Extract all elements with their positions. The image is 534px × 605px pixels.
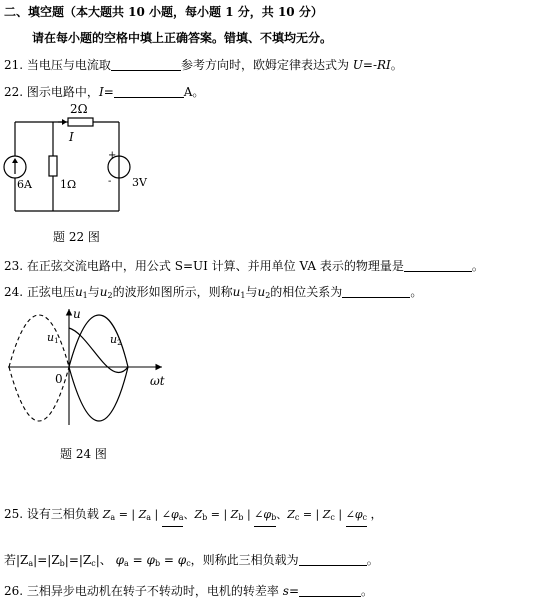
- question-text: ，则称此三相负载为: [190, 553, 299, 567]
- subscript: 2: [107, 291, 113, 300]
- current-arrow-icon: [62, 119, 67, 125]
- question-text: ，: [370, 507, 383, 521]
- phi-symbol: φ: [115, 553, 125, 567]
- question-text: 图示电路中，: [26, 85, 99, 99]
- question-text: |=|Z: [33, 553, 60, 567]
- question-text: 三相异步电动机在转子不转动时，电机的转差率: [26, 584, 279, 598]
- question-number: 23.: [4, 259, 24, 273]
- question-text: 的相位关系为: [270, 285, 343, 299]
- question-number: 25.: [4, 507, 24, 521]
- section-instruction: 请在每小题的空格中填上正确答案。错填、不填均无分。: [32, 31, 333, 45]
- equals: =: [288, 584, 299, 598]
- variable-u1: u: [74, 285, 83, 299]
- question-23: [4, 258, 484, 274]
- label-2ohm: 2Ω: [70, 102, 88, 116]
- subscript: 2: [265, 291, 271, 300]
- resistor-2ohm: [68, 118, 93, 126]
- resistor-1ohm: [49, 156, 57, 176]
- question-text: 当电压与电流取: [26, 58, 111, 72]
- question-21: [4, 57, 403, 73]
- question-text: 参考方向时，欧姆定律表达式为: [180, 58, 349, 72]
- question-text: 。: [366, 553, 379, 567]
- answer-blank[interactable]: [342, 285, 410, 298]
- variable-u2: u: [257, 285, 266, 299]
- variable: I: [98, 85, 104, 99]
- label-u1: u1: [47, 331, 59, 345]
- question-text: |=|Z: [64, 553, 92, 567]
- answer-blank[interactable]: [404, 259, 472, 272]
- question-number: 26.: [4, 584, 24, 598]
- question-text: 在正弦交流电路中，用公式 S=UI 计算、并用单位 VA 表示的物理量是: [26, 259, 404, 273]
- curve-u1-dashed: [9, 315, 69, 367]
- waveform-figure-24: [0, 298, 200, 428]
- formula: U=-RI: [352, 58, 391, 72]
- label-minus: -: [108, 176, 112, 187]
- question-text: 。: [390, 58, 403, 72]
- label-u2: u2: [110, 333, 122, 347]
- label-current: I: [69, 130, 74, 144]
- impedance-formula: $Z_a$ = | $Z_a$ | $\angle\varphi_a$、$Z_b$ = | $Z_b$ | $\angle\varphi_b$、$Z_c$ = | $Z_c$ | $\angle\varphi_c$: [103, 508, 371, 521]
- figure-24-caption: 题 24 图: [60, 447, 107, 461]
- variable-u1: u: [232, 285, 241, 299]
- label-6a: 6A: [17, 178, 32, 191]
- question-number: 21.: [4, 58, 24, 72]
- question-text: 正弦电压: [26, 285, 75, 299]
- answer-blank[interactable]: [299, 584, 361, 597]
- question-25-continued: 若$|Z_a|=|Z_b|=|Z_c|$、 $\varphi_a = \varphi_b = \varphi_c$，则称此三相负载为 。: [4, 553, 379, 568]
- question-25: [4, 506, 383, 527]
- question-text: 。: [471, 259, 484, 273]
- unit-text: A。: [183, 85, 205, 99]
- question-text: 与: [87, 285, 100, 299]
- question-number: 24.: [4, 285, 24, 299]
- curve-u1-lower: [69, 367, 128, 421]
- equals: =: [132, 553, 143, 567]
- question-text: 与: [245, 285, 258, 299]
- label-x-axis: ωt: [150, 374, 165, 388]
- question-26: [4, 583, 373, 599]
- answer-blank[interactable]: [299, 553, 367, 566]
- answer-blank[interactable]: [114, 85, 184, 98]
- label-3v: 3V: [132, 176, 147, 189]
- answer-blank[interactable]: [111, 58, 181, 71]
- section-heading: 二、填空题（本大题共 10 小题，每小题 1 分，共 10 分）: [4, 5, 323, 19]
- label-y-axis: u: [73, 307, 81, 321]
- question-text: 的波形如图所示，则称: [112, 285, 233, 299]
- circuit-figure-22: [0, 98, 150, 223]
- variable: s: [282, 584, 289, 598]
- figure-22-caption: 题 22 图: [53, 230, 100, 244]
- subscript: 1: [240, 291, 246, 300]
- subscript: 1: [82, 291, 88, 300]
- question-text: 设有三相负载: [26, 507, 99, 521]
- question-text: 若|Z: [4, 553, 29, 567]
- label-1ohm: 1Ω: [60, 178, 77, 191]
- equals: =: [103, 85, 114, 99]
- curve-u1: [69, 328, 128, 373]
- label-origin: 0: [55, 372, 63, 386]
- label-plus: +: [108, 150, 117, 161]
- question-number: 22.: [4, 85, 24, 99]
- variable-u2: u: [99, 285, 108, 299]
- question-text: |、: [95, 553, 112, 567]
- question-text: 。: [361, 584, 374, 598]
- question-text: 。: [410, 285, 423, 299]
